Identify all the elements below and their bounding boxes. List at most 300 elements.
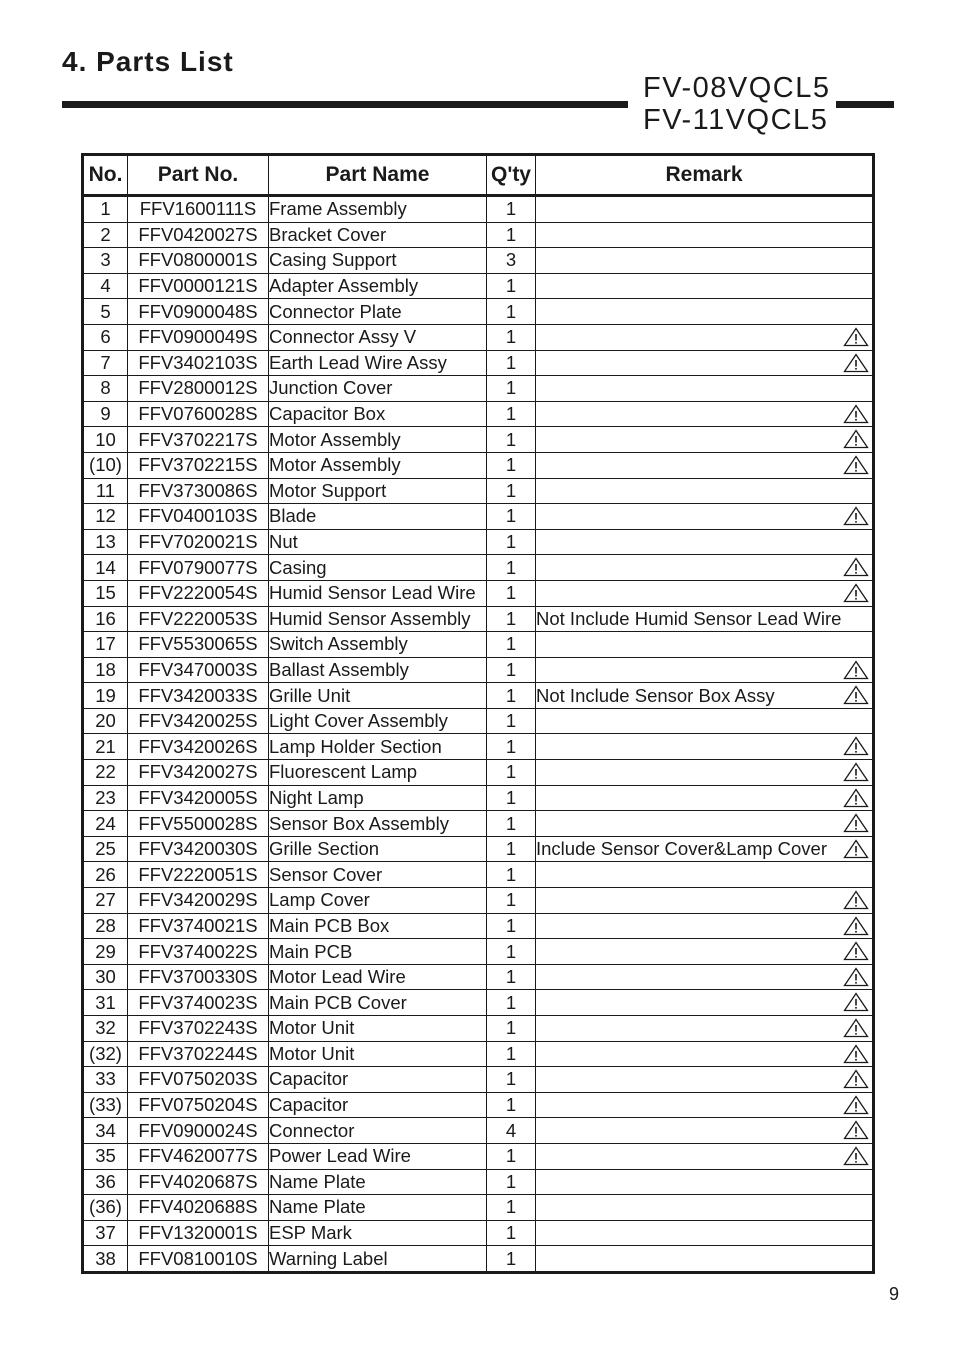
cell-no	[83, 1067, 128, 1093]
cell-part-name-text: Motor Assembly	[269, 454, 401, 476]
cell-qty-text: 1	[505, 223, 517, 245]
cell-qty	[487, 427, 536, 453]
cell-no	[83, 1092, 128, 1118]
warning-triangle-icon	[843, 327, 869, 347]
cell-no-text: 28	[95, 914, 116, 936]
cell-remark	[536, 862, 874, 888]
cell-qty-text: 1	[505, 966, 517, 988]
cell-part-no	[128, 273, 269, 299]
cell-qty	[487, 1016, 536, 1042]
cell-part-name	[269, 708, 487, 734]
cell-part-name	[269, 324, 487, 350]
cell-qty	[487, 964, 536, 990]
cell-part-no	[128, 478, 269, 504]
cell-no	[83, 964, 128, 990]
cell-part-no	[128, 299, 269, 325]
cell-part-no-text: FFV2800012S	[138, 377, 258, 399]
cell-remark	[536, 1169, 874, 1195]
cell-part-name	[269, 683, 487, 709]
cell-no-text: 21	[95, 735, 116, 757]
cell-qty	[487, 299, 536, 325]
cell-part-no-text: FFV0000121S	[138, 275, 258, 297]
cell-part-no-text: FFV5530065S	[138, 633, 258, 655]
cell-qty-text: 1	[505, 403, 517, 425]
cell-no-text: 30	[95, 966, 116, 988]
cell-part-no	[128, 1041, 269, 1067]
warning-triangle-icon	[843, 736, 869, 756]
cell-no-text: 37	[95, 1222, 116, 1244]
cell-part-name-text: Connector Plate	[269, 300, 402, 322]
section-title: 4. Parts List	[62, 46, 234, 77]
cell-remark	[536, 350, 874, 376]
cell-remark	[536, 529, 874, 555]
cell-qty-text: 1	[505, 684, 517, 706]
cell-part-name	[269, 1118, 487, 1144]
cell-no	[83, 888, 128, 914]
cell-no-text: 26	[95, 863, 116, 885]
cell-no-text: 9	[100, 403, 111, 425]
cell-part-no-text: FFV3700330S	[138, 966, 258, 988]
cell-remark	[536, 811, 874, 837]
cell-part-no	[128, 606, 269, 632]
warning-triangle-icon	[843, 967, 869, 987]
cell-part-name	[269, 734, 487, 760]
cell-remark	[536, 1016, 874, 1042]
warning-triangle-icon	[843, 557, 869, 577]
warning-triangle-icon	[843, 1095, 869, 1115]
cell-no	[83, 376, 128, 402]
cell-part-name-text: Main PCB Cover	[269, 991, 407, 1013]
cell-no-text: 11	[95, 479, 116, 501]
cell-qty	[487, 555, 536, 581]
cell-remark	[536, 376, 874, 402]
cell-part-name	[269, 632, 487, 658]
cell-remark	[536, 452, 874, 478]
cell-part-name-text: Casing	[269, 556, 327, 578]
cell-remark	[536, 478, 874, 504]
model-number: FV-11VQCL5	[643, 104, 829, 136]
cell-remark-text: Include Sensor Cover&Lamp Cover	[536, 838, 828, 860]
cell-part-no-text: FFV5500028S	[138, 812, 258, 834]
cell-no	[83, 350, 128, 376]
cell-no-text: 38	[95, 1247, 116, 1269]
table-row	[83, 1169, 874, 1195]
cell-no-text: 4	[100, 275, 111, 297]
table-row	[83, 504, 874, 530]
cell-no	[83, 1246, 128, 1273]
warning-triangle-icon	[843, 941, 869, 961]
cell-part-name-text: Light Cover Assembly	[269, 710, 448, 732]
cell-remark	[536, 632, 874, 658]
cell-part-no	[128, 657, 269, 683]
warning-triangle-icon	[843, 455, 869, 475]
cell-remark	[536, 222, 874, 248]
table-row	[83, 683, 874, 709]
cell-qty-text: 1	[505, 812, 517, 834]
cell-remark	[536, 683, 874, 709]
cell-part-no-text: FFV0900049S	[138, 326, 258, 348]
cell-qty-text: 1	[505, 454, 517, 476]
cell-qty-text: 1	[505, 1017, 517, 1039]
table-row	[83, 529, 874, 555]
warning-triangle-icon	[843, 506, 869, 526]
cell-part-name-text: Sensor Cover	[269, 863, 383, 885]
parts-table-body	[83, 196, 874, 1273]
cell-remark	[536, 1220, 874, 1246]
table-row	[83, 1118, 874, 1144]
cell-part-name	[269, 913, 487, 939]
cell-qty-text: 1	[505, 377, 517, 399]
cell-part-name-text: Junction Cover	[269, 377, 393, 399]
cell-part-no	[128, 529, 269, 555]
cell-part-no	[128, 734, 269, 760]
cell-no-text: 25	[95, 838, 116, 860]
cell-qty	[487, 1067, 536, 1093]
cell-part-no	[128, 1246, 269, 1273]
warning-triangle-icon	[843, 1018, 869, 1038]
cell-qty	[487, 708, 536, 734]
cell-part-name-text: Capacitor Box	[269, 403, 386, 425]
cell-part-name	[269, 273, 487, 299]
cell-qty	[487, 1220, 536, 1246]
table-row	[83, 248, 874, 274]
cell-no-text: (32)	[89, 1042, 122, 1064]
cell-part-name-text: Lamp Holder Section	[269, 735, 442, 757]
cell-qty	[487, 1246, 536, 1273]
cell-part-no	[128, 1016, 269, 1042]
cell-part-no	[128, 555, 269, 581]
table-row	[83, 427, 874, 453]
cell-qty	[487, 683, 536, 709]
cell-part-no	[128, 862, 269, 888]
cell-remark	[536, 555, 874, 581]
cell-remark	[536, 913, 874, 939]
cell-remark	[536, 836, 874, 862]
cell-qty	[487, 504, 536, 530]
cell-part-no	[128, 990, 269, 1016]
cell-part-name-text: Night Lamp	[269, 786, 364, 808]
cell-qty	[487, 196, 536, 223]
model-number: FV-08VQCL5	[643, 72, 831, 104]
cell-remark	[536, 1195, 874, 1221]
cell-qty-text: 1	[505, 786, 517, 808]
cell-remark-text: Not Include Sensor Box Assy	[536, 684, 775, 706]
table-row	[83, 350, 874, 376]
cell-part-no	[128, 1195, 269, 1221]
cell-qty-text: 1	[505, 300, 517, 322]
cell-qty-text: 1	[505, 275, 517, 297]
cell-no-text: 14	[95, 556, 116, 578]
cell-no-text: 27	[95, 889, 116, 911]
cell-part-no	[128, 248, 269, 274]
cell-part-no	[128, 504, 269, 530]
cell-qty-text: 1	[505, 479, 517, 501]
cell-qty	[487, 913, 536, 939]
cell-part-no	[128, 580, 269, 606]
cell-part-no-text: FFV3420026S	[138, 735, 258, 757]
cell-part-name	[269, 888, 487, 914]
cell-qty	[487, 657, 536, 683]
cell-no	[83, 913, 128, 939]
table-row	[83, 836, 874, 862]
cell-part-no-text: FFV0790077S	[138, 556, 258, 578]
table-row	[83, 1016, 874, 1042]
cell-no-text: 34	[95, 1119, 116, 1141]
cell-no	[83, 555, 128, 581]
cell-part-no-text: FFV0750203S	[138, 1068, 258, 1090]
cell-part-no	[128, 1169, 269, 1195]
cell-part-no-text: FFV3470003S	[138, 658, 258, 680]
warning-triangle-icon	[843, 890, 869, 910]
warning-triangle-icon	[843, 788, 869, 808]
cell-no-text: 16	[95, 607, 116, 629]
cell-qty-text: 1	[505, 607, 517, 629]
table-row	[83, 811, 874, 837]
cell-qty	[487, 350, 536, 376]
cell-qty	[487, 478, 536, 504]
cell-part-no	[128, 760, 269, 786]
table-row	[83, 299, 874, 325]
cell-qty-text: 1	[505, 428, 517, 450]
cell-part-no-text: FFV1320001S	[138, 1222, 258, 1244]
cell-qty-text: 1	[505, 326, 517, 348]
cell-part-name	[269, 580, 487, 606]
cell-qty	[487, 401, 536, 427]
cell-remark	[536, 888, 874, 914]
cell-part-name-text: Casing Support	[269, 249, 397, 271]
cell-part-no	[128, 708, 269, 734]
cell-part-name-text: Adapter Assembly	[269, 275, 419, 297]
cell-part-name-text: Power Lead Wire	[269, 1145, 411, 1167]
cell-qty	[487, 606, 536, 632]
cell-part-name	[269, 760, 487, 786]
table-row	[83, 888, 874, 914]
cell-part-name	[269, 785, 487, 811]
cell-no	[83, 734, 128, 760]
cell-part-name-text: Motor Assembly	[269, 428, 401, 450]
cell-no-text: 33	[95, 1068, 116, 1090]
cell-remark	[536, 401, 874, 427]
cell-part-name	[269, 964, 487, 990]
cell-part-name-text: Capacitor	[269, 1068, 349, 1090]
cell-no	[83, 248, 128, 274]
cell-remark	[536, 196, 874, 223]
table-row	[83, 324, 874, 350]
cell-part-no	[128, 913, 269, 939]
cell-part-no	[128, 939, 269, 965]
cell-part-no	[128, 888, 269, 914]
cell-part-no	[128, 683, 269, 709]
cell-part-name	[269, 939, 487, 965]
table-row	[83, 990, 874, 1016]
cell-part-no-text: FFV2220054S	[138, 582, 258, 604]
cell-part-name-text: Warning Label	[269, 1247, 388, 1269]
cell-part-name	[269, 1041, 487, 1067]
cell-no-text: 10	[95, 428, 116, 450]
cell-qty-text: 1	[505, 1042, 517, 1064]
header-rule-right	[836, 101, 894, 108]
cell-part-name-text: Earth Lead Wire Assy	[269, 351, 447, 373]
cell-part-no-text: FFV3420005S	[138, 786, 258, 808]
col-header-part-no: Part No.	[128, 155, 269, 196]
table-row	[83, 760, 874, 786]
cell-part-name	[269, 478, 487, 504]
cell-part-no-text: FFV3420030S	[138, 838, 258, 860]
cell-part-name-text: Nut	[269, 531, 298, 553]
cell-part-no	[128, 222, 269, 248]
cell-part-no-text: FFV2220051S	[138, 863, 258, 885]
cell-qty	[487, 734, 536, 760]
cell-no	[83, 708, 128, 734]
model-numbers	[643, 72, 830, 136]
cell-qty-text: 1	[505, 991, 517, 1013]
table-row	[83, 862, 874, 888]
parts-table	[81, 153, 875, 1274]
cell-remark	[536, 248, 874, 274]
warning-triangle-icon	[843, 1120, 869, 1140]
cell-part-no	[128, 1220, 269, 1246]
cell-qty-text: 1	[505, 1247, 517, 1269]
cell-remark-text: Not Include Humid Sensor Lead Wire	[536, 607, 842, 629]
cell-part-name-text: Switch Assembly	[269, 633, 408, 655]
warning-triangle-icon	[843, 353, 869, 373]
cell-qty	[487, 760, 536, 786]
cell-part-no	[128, 401, 269, 427]
cell-part-name	[269, 350, 487, 376]
cell-part-no-text: FFV0400103S	[138, 505, 258, 527]
cell-no-text: 1	[100, 198, 111, 220]
cell-qty	[487, 452, 536, 478]
page-number: 9	[889, 1284, 900, 1304]
cell-part-name-text: Motor Unit	[269, 1017, 355, 1039]
cell-part-no-text: FFV3420033S	[138, 684, 258, 706]
cell-qty-text: 1	[505, 940, 517, 962]
cell-qty-text: 1	[505, 1145, 517, 1167]
cell-part-no	[128, 350, 269, 376]
cell-part-no	[128, 811, 269, 837]
cell-part-name	[269, 1067, 487, 1093]
cell-qty	[487, 1143, 536, 1169]
cell-part-no	[128, 427, 269, 453]
cell-no-text: 31	[95, 991, 116, 1013]
warning-triangle-icon	[843, 660, 869, 680]
cell-qty	[487, 248, 536, 274]
cell-part-name-text: Grille Section	[269, 838, 380, 860]
cell-part-name-text: Capacitor	[269, 1094, 349, 1116]
cell-remark	[536, 299, 874, 325]
cell-qty-text: 4	[505, 1119, 517, 1141]
cell-part-name-text: Motor Support	[269, 479, 387, 501]
cell-no-text: 6	[100, 326, 111, 348]
cell-part-name	[269, 401, 487, 427]
table-row	[83, 657, 874, 683]
warning-triangle-icon	[843, 1044, 869, 1064]
cell-no-text: 15	[95, 582, 116, 604]
table-row	[83, 632, 874, 658]
header-rule-left	[62, 101, 628, 108]
cell-part-name	[269, 1143, 487, 1169]
cell-remark	[536, 785, 874, 811]
cell-remark	[536, 990, 874, 1016]
cell-no	[83, 683, 128, 709]
cell-qty	[487, 1041, 536, 1067]
cell-qty-text: 1	[505, 735, 517, 757]
cell-remark	[536, 708, 874, 734]
cell-qty-text: 1	[505, 838, 517, 860]
warning-triangle-icon	[843, 839, 869, 859]
cell-no-text: 23	[95, 786, 116, 808]
cell-qty	[487, 1169, 536, 1195]
cell-qty-text: 1	[505, 351, 517, 373]
table-row	[83, 452, 874, 478]
cell-no	[83, 401, 128, 427]
cell-no	[83, 273, 128, 299]
table-row	[83, 708, 874, 734]
cell-part-no-text: FFV3730086S	[138, 479, 258, 501]
cell-part-name	[269, 427, 487, 453]
cell-qty-text: 1	[505, 198, 517, 220]
cell-qty-text: 1	[505, 633, 517, 655]
table-row	[83, 1195, 874, 1221]
table-row	[83, 401, 874, 427]
table-row	[83, 555, 874, 581]
cell-part-name-text: Connector	[269, 1119, 355, 1141]
cell-no	[83, 196, 128, 223]
cell-part-no-text: FFV2220053S	[138, 607, 258, 629]
cell-remark	[536, 1118, 874, 1144]
table-row	[83, 913, 874, 939]
cell-qty	[487, 529, 536, 555]
cell-qty	[487, 836, 536, 862]
warning-triangle-icon	[843, 404, 869, 424]
cell-qty	[487, 222, 536, 248]
cell-remark	[536, 1246, 874, 1273]
cell-no-text: 8	[100, 377, 111, 399]
cell-remark	[536, 657, 874, 683]
cell-qty	[487, 376, 536, 402]
table-row	[83, 273, 874, 299]
cell-no	[83, 811, 128, 837]
cell-part-name-text: Bracket Cover	[269, 223, 387, 245]
cell-qty-text: 1	[505, 1094, 517, 1116]
cell-part-name-text: Connector Assy V	[269, 326, 417, 348]
cell-qty-text: 1	[505, 1196, 517, 1218]
cell-no-text: 29	[95, 940, 116, 962]
cell-no	[83, 606, 128, 632]
table-row	[83, 478, 874, 504]
cell-no	[83, 990, 128, 1016]
cell-no	[83, 1118, 128, 1144]
cell-no-text: 20	[95, 710, 116, 732]
cell-remark	[536, 504, 874, 530]
cell-part-no	[128, 452, 269, 478]
cell-remark	[536, 324, 874, 350]
cell-no	[83, 939, 128, 965]
table-row	[83, 1067, 874, 1093]
cell-part-name	[269, 299, 487, 325]
cell-part-no	[128, 1118, 269, 1144]
cell-part-no-text: FFV3702243S	[138, 1017, 258, 1039]
table-row	[83, 196, 874, 223]
cell-qty-text: 1	[505, 658, 517, 680]
cell-qty	[487, 1092, 536, 1118]
table-row	[83, 1092, 874, 1118]
cell-part-name	[269, 529, 487, 555]
table-row	[83, 1041, 874, 1067]
cell-qty	[487, 785, 536, 811]
cell-part-name	[269, 1016, 487, 1042]
cell-qty-text: 1	[505, 863, 517, 885]
